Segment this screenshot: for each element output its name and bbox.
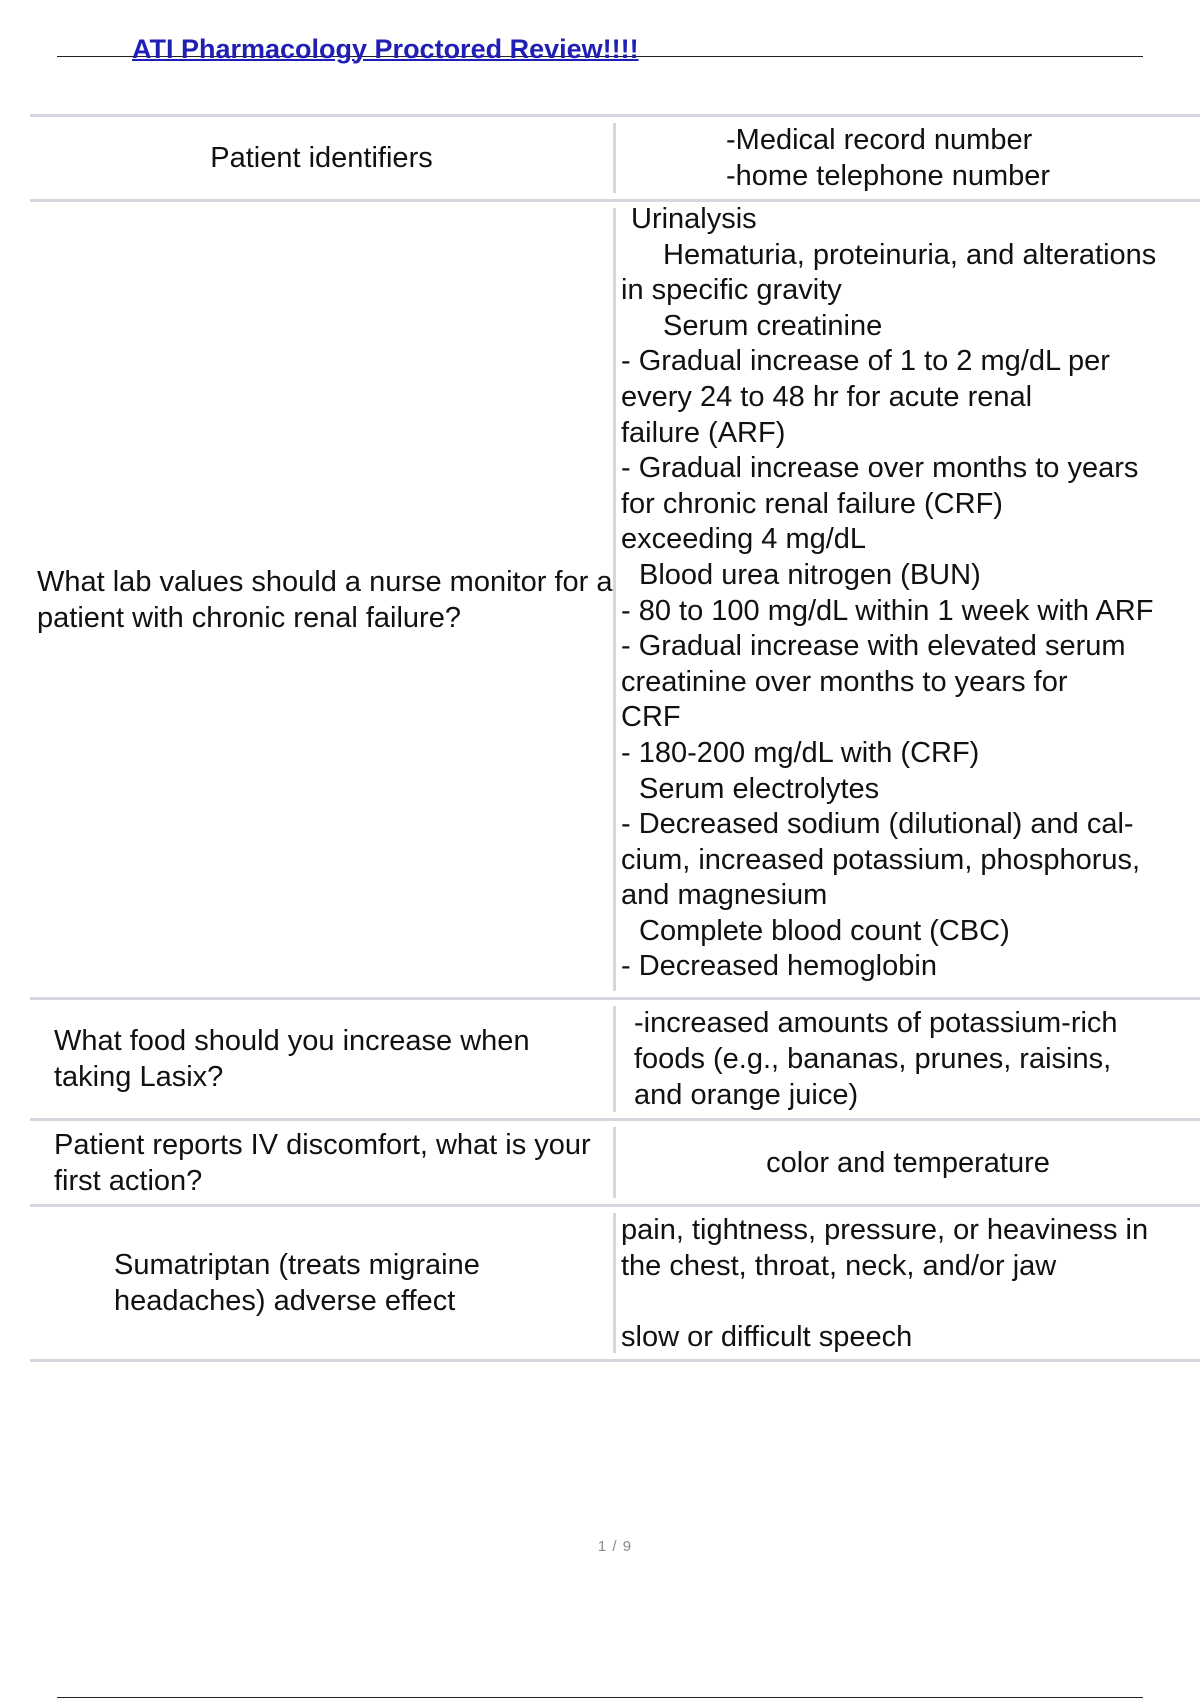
question-cell: Patient identifiers (210, 142, 433, 174)
answer-line: and magnesium (621, 879, 828, 912)
answer-line: in specific gravity (621, 274, 842, 307)
answer-line: Blood urea nitrogen (BUN) (639, 558, 981, 591)
answer-line: - Gradual increase of 1 to 2 mg/dL per (621, 345, 1110, 378)
question-cell: What lab values should a nurse monitor for a patient with chronic renal failure? (37, 565, 613, 634)
table-row (30, 1000, 1200, 1121)
answer-line: Serum electrolytes (639, 772, 880, 805)
question-cell: Patient reports IV discomfort, what is your first action? (54, 1128, 591, 1197)
answer-line: Hematuria, proteinuria, and alterations (663, 238, 1157, 271)
answer-line: - Decreased sodium (dilutional) and cal- (621, 808, 1134, 841)
qa-table (30, 114, 1200, 1362)
question-cell: Sumatriptan (treats migraine headaches) adverse effect (114, 1249, 480, 1317)
answer-line: and orange juice) (634, 1079, 859, 1111)
answer-line: - 180-200 mg/dL with (CRF) (621, 736, 980, 769)
answer-cell (616, 117, 1200, 199)
answer-cell (616, 1121, 1200, 1204)
answer-line: CRF (621, 701, 681, 734)
table-row (30, 1207, 1200, 1362)
answer-cell (616, 202, 1200, 997)
answer-line: - 80 to 100 mg/dL within 1 week with ARF (621, 594, 1154, 627)
answer-line: Urinalysis (631, 203, 757, 235)
answer-line: exceeding 4 mg/dL (621, 523, 867, 556)
footer-rule (57, 1697, 1143, 1698)
answer-line: - Gradual increase with elevated serum (621, 630, 1126, 663)
answer-line: for chronic renal failure (CRF) (621, 487, 1003, 520)
answer-line: foods (e.g., bananas, prunes, raisins, (634, 1043, 1112, 1075)
answer-cell (616, 1000, 1200, 1118)
answer-line: cium, increased potassium, phosphorus, (621, 843, 1141, 876)
answer-line: color and temperature (766, 1146, 1050, 1179)
answer-line: Serum creatinine (663, 309, 883, 342)
answer-line: Complete blood count (CBC) (639, 914, 1010, 947)
question-cell: What food should you increase when taking Lasix? (54, 1025, 530, 1093)
answer-line: - Decreased hemoglobin (621, 950, 937, 983)
page-number: 1 / 9 (597, 1538, 633, 1555)
table-row (30, 202, 1200, 1000)
answer-line: every 24 to 48 hr for acute renal (621, 380, 1033, 413)
answer-cell (616, 1207, 1200, 1359)
answer-line: slow or difficult speech (621, 1320, 913, 1353)
answer-line: pain, tightness, pressure, or heaviness in (621, 1213, 1149, 1246)
answer-line: -Medical record number (726, 124, 1033, 156)
answer-line: the chest, throat, neck, and/or jaw (621, 1249, 1057, 1282)
table-row (30, 117, 1200, 202)
document-title: ATI Pharmacology Proctored Review!!!! (132, 34, 639, 64)
answer-line: -increased amounts of potassium-rich (634, 1007, 1118, 1039)
answer-line: -home telephone number (726, 160, 1051, 192)
table-row (30, 1121, 1200, 1207)
answer-line: creatinine over months to years for (621, 665, 1068, 698)
answer-line: - Gradual increase over months to years (621, 452, 1139, 485)
answer-line: failure (ARF) (621, 416, 786, 449)
answer-spacer (621, 1284, 1200, 1319)
